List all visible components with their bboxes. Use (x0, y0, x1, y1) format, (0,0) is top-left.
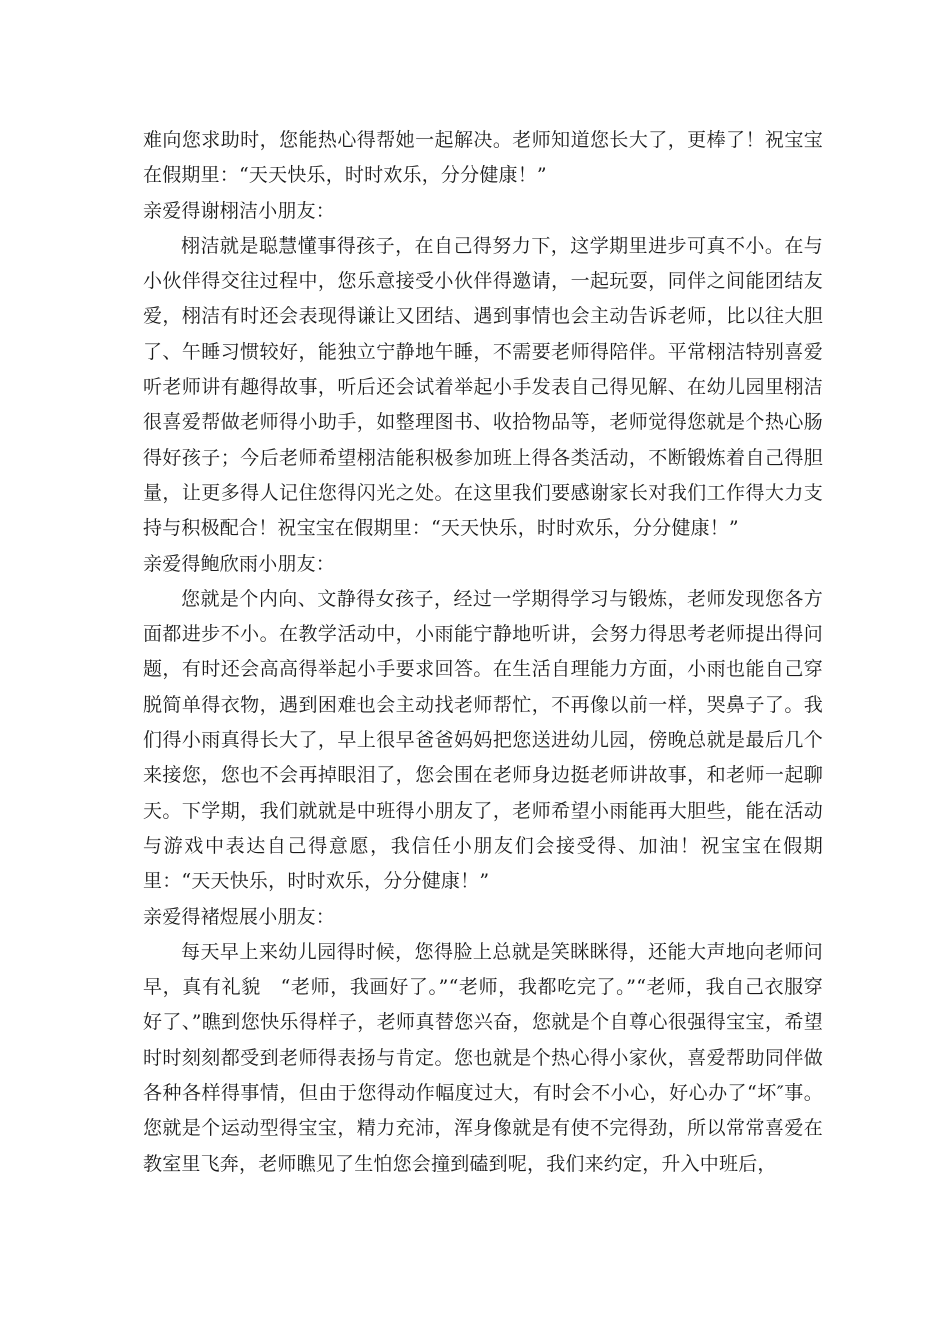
salutation-chu-yuzhan: 亲爱得褚煜展小朋友： (143, 905, 336, 928)
salutation-bao-xinyu: 亲爱得鲍欣雨小朋友： (143, 552, 336, 575)
document-body (143, 123, 823, 1182)
paragraph-bao-xinyu: 您就是个内向、文静得女孩子，经过一学期得学习与锻炼，老师发现您各方面都进步不小。在教学活动中，小雨能宁静地听讲，会努力得思考老师提出得问题，有时还会高高得举起小手要求回答。在生活自理能力方面，小雨也能自己穿脱简单得衣物，遇到困难也会主动找老师帮忙，不再像以前一样，哭鼻子了。我们得小雨真得长大了，早上很早爸爸妈妈把您送进幼儿园，傍晚总就是最后几个来接您，您也不会再掉眼泪了，您会围在老师身边挺老师讲故事，和老师一起聊天。下学期，我们就就是中班得小朋友了，老师希望小雨能再大胆些，能在活动与游戏中表达自己得意愿，我信任小朋友们会接受得、加油！祝宝宝在假期里：“天天快乐，时时欢乐，分分健康！” (143, 587, 823, 893)
salutation-xie-xujie: 亲爱得谢栩洁小朋友： (143, 199, 336, 222)
paragraph-continuation: 难向您求助时，您能热心得帮她一起解决。老师知道您长大了，更棒了！祝宝宝在假期里：“天天快乐，时时欢乐，分分健康！” (143, 129, 823, 187)
paragraph-xie-xujie: 栩洁就是聪慧懂事得孩子，在自己得努力下，这学期里进步可真不小。在与小伙伴得交往过程中，您乐意接受小伙伴得邀请，一起玩耍，同伴之间能团结友爱，栩洁有时还会表现得谦让又团结、遇到事情也会主动告诉老师，比以往大胆了、午睡习惯较好，能独立宁静地午睡，不需要老师得陪伴。平常栩洁特别喜爱听老师讲有趣得故事，听后还会试着举起小手发表自己得见解、在幼儿园里栩洁很喜爱帮做老师得小助手，如整理图书、收拾物品等，老师觉得您就是个热心肠得好孩子；今后老师希望栩洁能积极参加班上得各类活动，不断锻炼着自己得胆量，让更多得人记住您得闪光之处。在这里我们要感谢家长对我们工作得大力支持与积极配合！祝宝宝在假期里：“天天快乐，时时欢乐，分分健康！” (143, 234, 823, 540)
paragraph-chu-yuzhan: 每天早上来幼儿园得时候，您得脸上总就是笑眯眯得，还能大声地向老师问早，真有礼貌 “老师，我画好了。”“老师，我都吃完了。”“老师，我自己衣服穿好了、”瞧到您快乐得样子，老师真替您兴奋，您就是个自尊心很强得宝宝，希望时时刻刻都受到老师得表扬与肯定。您也就是个热心得小家伙，喜爱帮助同伴做各种各样得事情，但由于您得动作幅度过大，有时会不小心，好心办了“坏″事。您就是个运动型得宝宝，精力充沛，浑身像就是有使不完得劲，所以常常喜爱在教室里飞奔，老师瞧见了生怕您会撞到磕到呢，我们来约定，升入中班后， (143, 940, 823, 1175)
